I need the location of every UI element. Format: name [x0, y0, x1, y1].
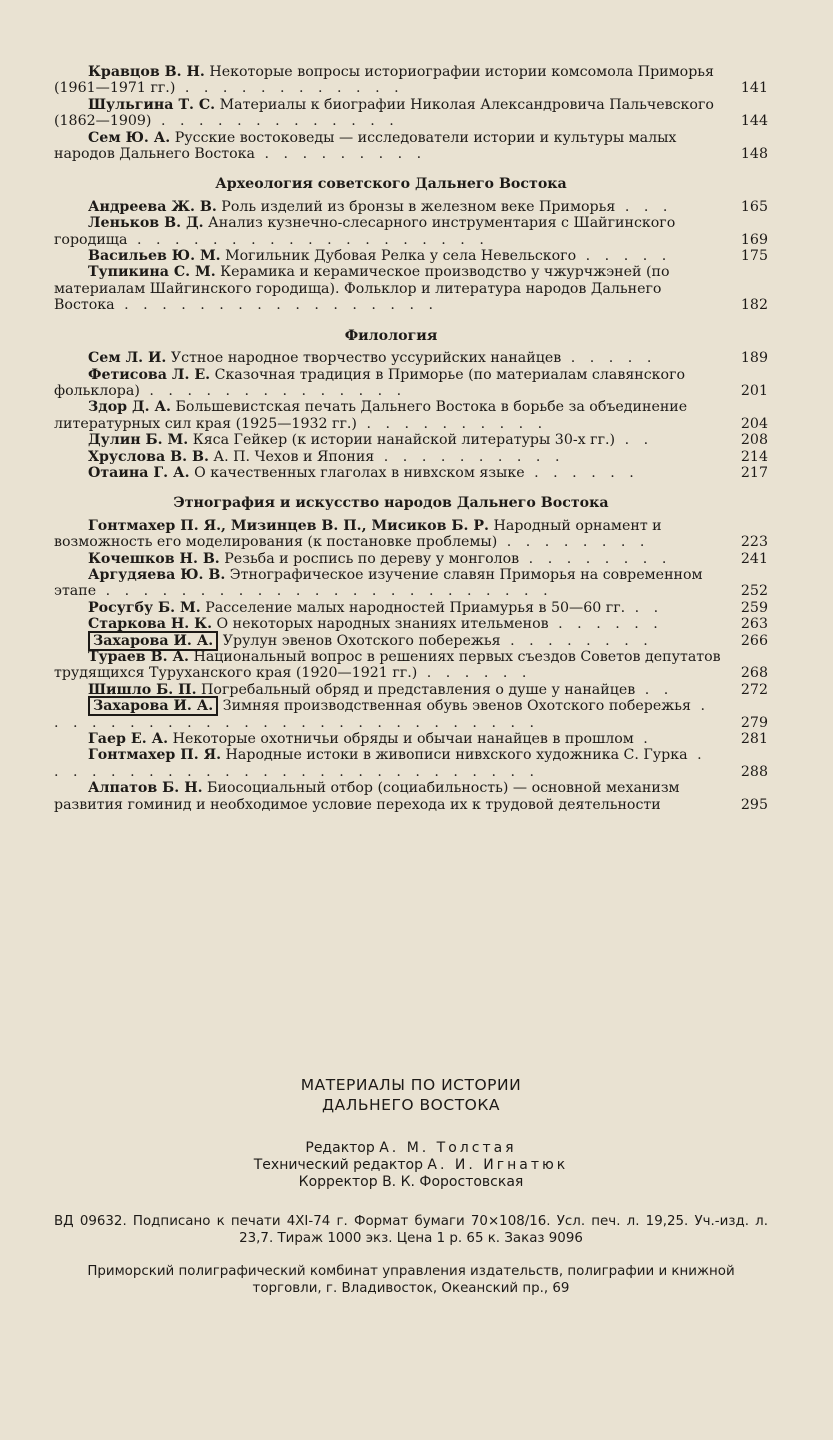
toc-title: А. П. Чехов и Япония: [208, 448, 375, 465]
toc-title: Народные истоки в живописи нивхского художника С. Гурка: [221, 747, 688, 764]
toc-author: Тупикина С. М.: [88, 264, 216, 281]
toc-leader-dots: . .: [615, 432, 654, 449]
toc-author: Сем Л. И.: [88, 350, 167, 367]
toc-entry: [54, 215, 768, 248]
toc-entry: [54, 248, 768, 264]
toc-author: Шульгина Т. С.: [88, 96, 216, 113]
toc-entry: [54, 199, 768, 215]
toc-leader-dots: . . . . . . . . . . . . . .: [139, 382, 407, 399]
toc-page-number: 204: [740, 415, 768, 432]
toc-entry: [54, 97, 768, 130]
toc-page-number: 189: [740, 350, 768, 367]
toc-page-number: 169: [740, 231, 768, 248]
toc-title: Роль изделий из бронзы в железном веке Приморья: [216, 198, 616, 215]
toc-leader-dots: . .: [635, 681, 674, 698]
toc-author-boxed: Захарова И. А.: [88, 696, 218, 716]
toc-leader-dots: . . . . . .: [524, 464, 639, 481]
toc-entry-text: [54, 264, 722, 313]
toc-entry-text: [54, 747, 722, 780]
toc-entry-text: [54, 248, 722, 264]
corrector-line: [54, 1174, 768, 1191]
toc-title: Расселение малых народностей Приамурья в 50—60 гг.: [200, 599, 626, 616]
toc-entry-text: [54, 64, 722, 97]
toc-leader-dots: . . . . . . . .: [500, 632, 653, 649]
toc-leader-dots: . . . . . . . . . . . . . . . . . . . . . . . . . . .: [54, 747, 707, 780]
toc-page-number: 208: [740, 432, 768, 449]
toc-entry: [54, 449, 768, 465]
toc-entry-text: [54, 551, 722, 567]
book-title-line-1: МАТЕРИАЛЫ ПО ИСТОРИИ: [300, 1076, 522, 1094]
toc-entry: [54, 64, 768, 97]
toc-title: Кяса Гейкер (к истории нанайской литературы 30-х гг.): [188, 432, 616, 449]
toc-entry: [54, 567, 768, 600]
toc-title: Резьба и роспись по дереву у монголов: [219, 550, 520, 567]
toc-page-number: 279: [740, 714, 768, 731]
toc-title: Некоторые вопросы историографии истории комсомола Приморья (1961—1971 гг.): [54, 64, 714, 97]
toc-leader-dots: . . . . . .: [417, 665, 532, 682]
toc-title: Большевистская печать Дальнего Востока в борьбе за объединение литературных сил края (1925—1932 гг.): [54, 399, 688, 432]
toc-page-number: 241: [740, 550, 768, 567]
toc-entry-text: [54, 199, 722, 215]
toc-entry: [54, 367, 768, 400]
toc-title: Народный орнамент и возможность его моделирования (к постановке проблемы): [54, 517, 662, 551]
toc-entry: [54, 600, 768, 616]
toc-entry-text: [54, 518, 722, 551]
toc-entry-text: [54, 215, 722, 248]
toc-leader-dots: . . .: [615, 198, 673, 215]
toc-page-number: 214: [740, 448, 768, 465]
editor-name: А. М. Толстая: [379, 1140, 517, 1156]
toc-entry: [54, 264, 768, 313]
toc-page-number: 272: [740, 681, 768, 698]
toc-author: Гонтмахер П. Я.: [88, 747, 222, 764]
corrector-name: В. К. Форостовская: [382, 1174, 524, 1190]
section-heading: Филология: [344, 327, 438, 344]
toc-author: Дулин Б. М.: [88, 432, 189, 449]
toc-page-number: 175: [740, 248, 768, 265]
toc-page-number: 148: [740, 146, 768, 163]
editorial-staff: [54, 1140, 768, 1191]
toc-title: Урулун эвенов Охотского побережья: [218, 632, 501, 649]
toc-entry-text: [54, 600, 722, 616]
toc-page-number: 217: [740, 464, 768, 481]
toc-entry: [54, 399, 768, 432]
toc-title: О некоторых народных знаниях ительменов: [212, 616, 549, 633]
section-heading: Этнография и искусство народов Дальнего Востока: [173, 495, 609, 512]
toc-entry: [54, 780, 768, 813]
toc-author: Здор Д. А.: [88, 399, 171, 416]
toc-leader-dots: . . . . . . . . . . . . . . . . . . .: [127, 231, 489, 248]
toc-title: Биосоциальный отбор (социабильность) — основной механизм развития гоминид и необходимое условие перехода их к трудовой деятельности: [54, 780, 680, 813]
toc-page-number: 295: [740, 796, 768, 813]
toc-author: Леньков В. Д.: [88, 215, 204, 232]
toc-entry: [54, 465, 768, 481]
toc-title: О качественных глаголах в нивхском языке: [189, 464, 525, 481]
toc-title: Некоторые охотничьи обряды и обычаи нанайцев в прошлом: [168, 731, 634, 748]
toc-page-number: 263: [740, 616, 768, 633]
toc-page-number: 182: [740, 297, 768, 314]
book-title: [54, 1075, 768, 1115]
toc-entry-text: [54, 465, 722, 481]
toc-title: Этнографическое изучение славян Приморья на современном этапе: [54, 566, 703, 600]
toc-author: Росугбу Б. М.: [88, 599, 201, 616]
toc-title: Зимняя производственная обувь эвенов Охотского побережья: [218, 698, 691, 715]
toc-entry: [54, 633, 768, 649]
toc-page-number: 281: [740, 731, 768, 748]
toc-title: Национальный вопрос в решениях первых съездов Советов депутатов трудящихся Туруханского края (1920—1921 гг.): [54, 649, 721, 682]
toc-entry-text: [54, 633, 722, 649]
section-heading: Археология советского Дальнего Востока: [215, 176, 567, 193]
toc-author: Васильев Ю. М.: [88, 248, 221, 265]
toc-page-number: 201: [740, 382, 768, 399]
toc-author: Кравцов В. Н.: [88, 64, 205, 80]
toc-leader-dots: . . . . . . . . . . . . .: [151, 113, 399, 130]
toc-entry: [54, 432, 768, 448]
toc-leader-dots: . . . . .: [561, 350, 657, 367]
toc-author: Аргудяева Ю. В.: [88, 566, 226, 583]
toc-author: Гонтмахер П. Я., Мизинцев В. П., Мисиков Б. Р.: [88, 517, 489, 534]
toc-author: Сем Ю. А.: [88, 129, 171, 146]
toc-title: Сказочная традиция в Приморье (по материалам славянского фольклора): [54, 366, 686, 399]
toc-page-number: 266: [740, 632, 768, 649]
toc-page-number: 288: [740, 763, 768, 780]
toc-leader-dots: . . . . . . . . . . . .: [175, 80, 404, 97]
tech-editor-line: [54, 1157, 768, 1174]
toc-author-boxed: Захарова И. А.: [88, 631, 218, 651]
toc-entry: [54, 731, 768, 747]
toc-leader-dots: . . . . . .: [548, 616, 663, 633]
printer-info: Приморский полиграфический комбинат управления издательств, полиграфии и книжной торговли, г. Владивосток, Океанский пр., 69: [87, 1264, 735, 1296]
toc-title: Керамика и керамическое производство у чжурчжэней (по материалам Шайгинского городища). Фольклор и литература народов Дальнего Востока: [54, 264, 670, 314]
toc-entry-text: [54, 97, 722, 130]
toc-title: Анализ кузнечно-слесарного инструментария с Шайгинского городища: [54, 215, 676, 248]
toc-entry-text: [54, 399, 722, 432]
table-of-contents: [54, 64, 768, 813]
toc-leader-dots: . .: [625, 599, 664, 616]
toc-title: Могильник Дубовая Релка у села Невельского: [220, 248, 577, 265]
toc-entry-text: [54, 780, 722, 813]
editor-label: Редактор: [305, 1140, 375, 1156]
toc-author: Фетисова Л. Е.: [88, 366, 211, 383]
toc-leader-dots: . . . . . . . . .: [255, 146, 427, 163]
tech-editor-label: Технический редактор: [253, 1157, 423, 1173]
toc-author: Шишло Б. П.: [88, 681, 197, 698]
toc-page-number: 268: [740, 665, 768, 682]
toc-entry-text: [54, 649, 722, 682]
toc-page-number: 141: [740, 80, 768, 97]
toc-author: Кочешков Н. В.: [88, 550, 220, 567]
toc-title: Устное народное творчество уссурийских нанайцев: [166, 350, 562, 367]
book-title-line-2: ДАЛЬНЕГО ВОСТОКА: [322, 1096, 500, 1114]
toc-entry: [54, 551, 768, 567]
toc-entry: [54, 130, 768, 163]
toc-page-number: 259: [740, 599, 768, 616]
editor-line: [54, 1140, 768, 1157]
toc-leader-dots: . . . . . . . . . . . . . . . . .: [114, 297, 438, 314]
toc-author: Андреева Ж. В.: [88, 198, 217, 215]
toc-entry-text: [54, 130, 722, 163]
toc-title: Погребальный обряд и представления о душе у нанайцев: [196, 681, 636, 698]
toc-entry: [54, 698, 768, 731]
toc-author: Гаер Е. А.: [88, 731, 169, 748]
toc-page-number: 165: [740, 198, 768, 215]
toc-page-number: 144: [740, 113, 768, 130]
imprint-details: ВД 09632. Подписано к печати 4XI-74 г. Формат бумаги 70×108/16. Усл. печ. л. 19,25. Уч.-изд. л. 23,7. Тираж 1000 экз. Цена 1 р. 65 к. Заказ 9096: [54, 1214, 768, 1246]
toc-entry-text: [54, 698, 722, 731]
toc-title: Русские востоковеды — исследователи истории и культуры малых народов Дальнего Востока: [54, 129, 677, 163]
tech-editor-name: А. И. Игнатюк: [427, 1157, 569, 1173]
toc-author: Хруслова В. В.: [88, 448, 209, 465]
toc-leader-dots: . . . . . . . .: [519, 550, 672, 567]
toc-entry-text: [54, 367, 722, 400]
toc-page-number: 223: [740, 534, 768, 551]
toc-author: Старкова Н. К.: [88, 616, 213, 633]
toc-leader-dots: .: [633, 731, 653, 748]
corrector-label: Корректор: [298, 1174, 378, 1190]
toc-leader-dots: . . . . .: [576, 248, 672, 265]
toc-author: Тураев В. А.: [88, 649, 189, 665]
toc-entry-text: [54, 731, 722, 747]
toc-leader-dots: . . . . . . . . . . . . . . . . . . . . . . . . . . .: [54, 698, 710, 731]
toc-entry: [54, 350, 768, 366]
toc-entry-text: [54, 449, 722, 465]
toc-leader-dots: . . . . . . . . . .: [374, 448, 565, 465]
toc-entry: [54, 518, 768, 551]
toc-author: Отаина Г. А.: [88, 464, 190, 481]
toc-title: Материалы к биографии Николая Александровича Пальчевского (1862—1909): [54, 96, 714, 130]
toc-author: Алпатов Б. Н.: [88, 780, 203, 797]
toc-leader-dots: . . . . . . . . . . . . . . . . . . . . . . . .: [96, 583, 553, 600]
toc-entry-text: [54, 567, 722, 600]
toc-entry-text: [54, 350, 722, 366]
toc-entry: [54, 747, 768, 780]
toc-leader-dots: . . . . . . . .: [497, 534, 650, 551]
toc-leader-dots: . . . . . . . . . .: [356, 415, 548, 432]
toc-entry: [54, 649, 768, 682]
toc-page-number: 252: [740, 583, 768, 600]
toc-entry-text: [54, 432, 722, 448]
